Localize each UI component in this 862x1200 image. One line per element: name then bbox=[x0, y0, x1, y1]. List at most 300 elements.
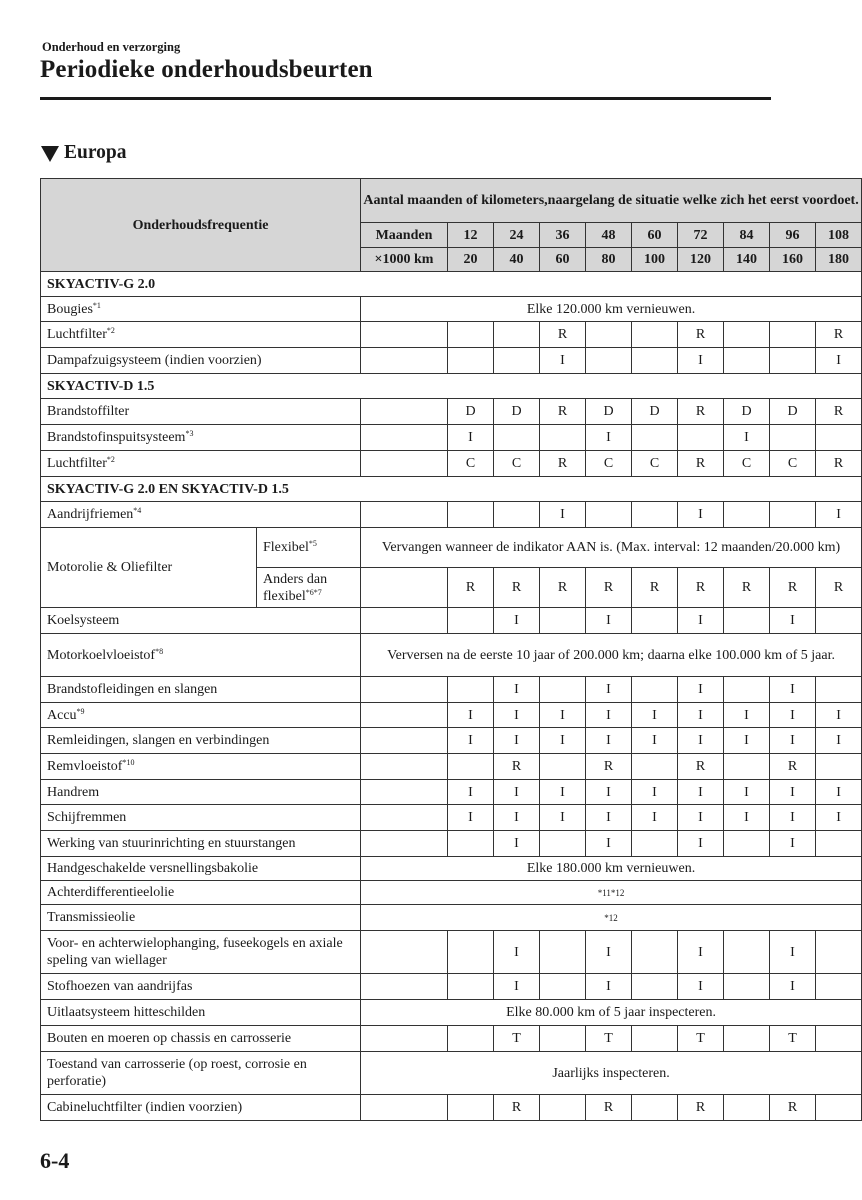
month-value: 48 bbox=[586, 223, 632, 248]
interval-cell bbox=[361, 1095, 448, 1121]
table-row bbox=[41, 528, 862, 568]
interval-cell bbox=[632, 348, 678, 374]
interval-cell bbox=[770, 322, 816, 348]
row-label bbox=[41, 677, 361, 703]
interval-cell: I bbox=[586, 703, 632, 728]
row-label bbox=[41, 805, 361, 831]
interval-note-text: Elke 80.000 km of 5 jaar inspecteren. bbox=[506, 1005, 716, 1020]
interval-cell: D bbox=[586, 399, 632, 425]
table-row bbox=[41, 857, 862, 881]
interval-cell: I bbox=[770, 780, 816, 805]
interval-note-text: Elke 120.000 km vernieuwen. bbox=[526, 301, 696, 317]
interval-cell: I bbox=[816, 728, 862, 754]
interval-cell bbox=[361, 974, 448, 1000]
interval-cell bbox=[816, 425, 862, 451]
row-label bbox=[41, 451, 361, 477]
table-row bbox=[41, 905, 862, 931]
interval-cell: R bbox=[770, 754, 816, 780]
interval-cell: I bbox=[678, 348, 724, 374]
interval-cell bbox=[586, 348, 632, 374]
interval-cell bbox=[724, 322, 770, 348]
interval-cell: R bbox=[448, 568, 494, 608]
interval-cell bbox=[678, 425, 724, 451]
table-row bbox=[41, 703, 862, 728]
interval-cell: I bbox=[494, 931, 540, 974]
interval-cell bbox=[361, 677, 448, 703]
sub-label-text: Flexibel bbox=[263, 540, 309, 555]
row-label-text: Toestand van carrosserie (op roest, corrosie en perforatie) bbox=[47, 1057, 307, 1089]
km-value: 140 bbox=[724, 248, 770, 272]
interval-cell bbox=[632, 831, 678, 857]
interval-cell: R bbox=[816, 322, 862, 348]
interval-cell bbox=[540, 425, 586, 451]
month-value: 12 bbox=[448, 223, 494, 248]
interval-cell: I bbox=[540, 703, 586, 728]
row-label-text: Brandstofleidingen en slangen bbox=[47, 682, 218, 697]
interval-cell bbox=[632, 677, 678, 703]
page-number: 6-4 bbox=[40, 1148, 70, 1173]
interval-cell: R bbox=[586, 1095, 632, 1121]
interval-cell bbox=[724, 974, 770, 1000]
interval-cell bbox=[361, 399, 448, 425]
interval-cell: C bbox=[494, 451, 540, 477]
interval-cell: I bbox=[494, 974, 540, 1000]
row-label bbox=[41, 728, 361, 754]
row-label-text: Voor- en achterwielophanging, fuseekogels en axiale speling van wiellager bbox=[47, 936, 343, 968]
interval-cell: I bbox=[586, 728, 632, 754]
interval-note bbox=[361, 634, 862, 677]
table-row bbox=[41, 805, 862, 831]
interval-cell: D bbox=[724, 399, 770, 425]
page-title: Periodieke onderhoudsbeurten bbox=[40, 56, 373, 83]
row-label bbox=[41, 634, 361, 677]
interval-note-text: *11*12 bbox=[597, 888, 625, 898]
row-label bbox=[41, 905, 361, 931]
interval-cell: I bbox=[724, 780, 770, 805]
row-label-text: Werking van stuurinrichting en stuurstangen bbox=[47, 836, 296, 851]
footnote-ref: *8 bbox=[155, 646, 164, 656]
interval-cell: I bbox=[586, 780, 632, 805]
interval-cell: R bbox=[678, 754, 724, 780]
interval-cell bbox=[361, 425, 448, 451]
interval-cell: R bbox=[632, 568, 678, 608]
interval-cell bbox=[632, 754, 678, 780]
interval-cell bbox=[448, 677, 494, 703]
interval-cell bbox=[816, 754, 862, 780]
interval-cell: I bbox=[770, 703, 816, 728]
interval-cell bbox=[448, 608, 494, 634]
interval-cell bbox=[361, 502, 448, 528]
interval-cell: D bbox=[494, 399, 540, 425]
row-label bbox=[41, 1000, 361, 1026]
interval-cell: C bbox=[770, 451, 816, 477]
row-label bbox=[41, 502, 361, 528]
month-value: 36 bbox=[540, 223, 586, 248]
table-row bbox=[41, 179, 862, 223]
row-label bbox=[41, 780, 361, 805]
interval-cell: R bbox=[586, 754, 632, 780]
interval-cell: I bbox=[586, 831, 632, 857]
interval-note bbox=[361, 857, 862, 881]
interval-cell: I bbox=[678, 502, 724, 528]
interval-cell: C bbox=[448, 451, 494, 477]
chapter-label: Onderhoud en verzorging bbox=[42, 40, 181, 54]
interval-cell bbox=[586, 502, 632, 528]
interval-cell: R bbox=[540, 451, 586, 477]
row-label-text: Achterdifferentieelolie bbox=[47, 885, 175, 900]
interval-cell: R bbox=[586, 568, 632, 608]
interval-cell: I bbox=[586, 805, 632, 831]
interval-cell: I bbox=[632, 728, 678, 754]
interval-cell bbox=[816, 831, 862, 857]
interval-cell bbox=[816, 677, 862, 703]
interval-cell bbox=[724, 754, 770, 780]
interval-cell: R bbox=[816, 399, 862, 425]
interval-cell: I bbox=[494, 608, 540, 634]
km-value: 160 bbox=[770, 248, 816, 272]
interval-cell: R bbox=[540, 568, 586, 608]
interval-cell: I bbox=[632, 780, 678, 805]
interval-cell: I bbox=[448, 425, 494, 451]
interval-cell bbox=[448, 754, 494, 780]
row-label-text: Handrem bbox=[47, 784, 100, 800]
interval-cell bbox=[361, 703, 448, 728]
table-row bbox=[41, 634, 862, 677]
months-label: Maanden bbox=[361, 223, 448, 248]
interval-cell bbox=[816, 1095, 862, 1121]
maintenance-schedule-table bbox=[40, 178, 862, 1121]
section-heading bbox=[41, 142, 127, 164]
footnote-ref: *5 bbox=[308, 539, 317, 548]
interval-cell bbox=[632, 425, 678, 451]
interval-cell: R bbox=[724, 568, 770, 608]
interval-cell bbox=[632, 1095, 678, 1121]
row-label bbox=[41, 608, 361, 634]
table-row bbox=[41, 754, 862, 780]
month-value: 24 bbox=[494, 223, 540, 248]
interval-cell: I bbox=[540, 805, 586, 831]
interval-note bbox=[361, 905, 862, 931]
row-label-text: Motorkoelvloeistof bbox=[47, 647, 156, 663]
interval-cell: I bbox=[586, 931, 632, 974]
interval-cell: I bbox=[816, 348, 862, 374]
interval-cell: I bbox=[586, 608, 632, 634]
interval-cell: I bbox=[770, 805, 816, 831]
table-row bbox=[41, 831, 862, 857]
interval-cell: I bbox=[586, 425, 632, 451]
row-label-text: Stofhoezen van aandrijfas bbox=[47, 979, 193, 994]
row-label-text: Brandstofinspuitsysteem bbox=[47, 430, 186, 445]
km-value: 100 bbox=[632, 248, 678, 272]
table-row bbox=[41, 728, 862, 754]
interval-cell bbox=[816, 931, 862, 974]
interval-cell: I bbox=[816, 502, 862, 528]
table-row bbox=[41, 974, 862, 1000]
interval-cell bbox=[724, 348, 770, 374]
footnote-ref: *6*7 bbox=[305, 587, 322, 597]
interval-cell: R bbox=[678, 399, 724, 425]
row-label-text: Schijfremmen bbox=[47, 810, 127, 825]
interval-cell: I bbox=[678, 831, 724, 857]
row-label bbox=[41, 1026, 361, 1052]
km-value: 20 bbox=[448, 248, 494, 272]
interval-cell: I bbox=[816, 780, 862, 805]
table-row bbox=[41, 425, 862, 451]
row-label-text: Uitlaatsysteem hitteschilden bbox=[47, 1005, 206, 1020]
interval-cell bbox=[816, 974, 862, 1000]
interval-cell: I bbox=[448, 780, 494, 805]
interval-cell: I bbox=[678, 608, 724, 634]
interval-note-text: Vervangen wanneer de indikator AAN is. (Max. interval: 12 maanden/20.000 km) bbox=[381, 540, 841, 555]
interval-cell bbox=[724, 1095, 770, 1121]
row-label bbox=[41, 425, 361, 451]
interval-cell: C bbox=[724, 451, 770, 477]
interval-note bbox=[361, 297, 862, 322]
km-value: 60 bbox=[540, 248, 586, 272]
interval-cell: R bbox=[770, 568, 816, 608]
interval-cell bbox=[540, 1095, 586, 1121]
table-row bbox=[41, 608, 862, 634]
interval-cell: R bbox=[816, 568, 862, 608]
row-label bbox=[41, 297, 361, 322]
interval-cell: I bbox=[586, 677, 632, 703]
interval-note-text: Jaarlijks inspecteren. bbox=[552, 1065, 670, 1081]
row-label-text: Koelsysteem bbox=[47, 613, 120, 628]
interval-cell bbox=[448, 1026, 494, 1052]
interval-cell bbox=[770, 502, 816, 528]
row-label bbox=[41, 974, 361, 1000]
row-label: Motorolie & Oliefilter bbox=[41, 528, 257, 608]
km-value: 180 bbox=[816, 248, 862, 272]
row-label-text: Transmissieolie bbox=[47, 910, 136, 925]
month-value: 84 bbox=[724, 223, 770, 248]
row-label-text: Brandstoffilter bbox=[47, 404, 130, 419]
interval-cell: R bbox=[678, 451, 724, 477]
interval-cell: I bbox=[540, 728, 586, 754]
interval-cell: I bbox=[816, 805, 862, 831]
interval-cell bbox=[361, 728, 448, 754]
footnote-ref: *1 bbox=[92, 300, 101, 310]
interval-cell: I bbox=[678, 728, 724, 754]
interval-cell: C bbox=[586, 451, 632, 477]
km-value: 80 bbox=[586, 248, 632, 272]
interval-cell bbox=[361, 1026, 448, 1052]
interval-cell: R bbox=[816, 451, 862, 477]
footnote-ref: *2 bbox=[106, 326, 115, 335]
interval-cell: I bbox=[494, 780, 540, 805]
km-value: 120 bbox=[678, 248, 724, 272]
interval-cell: I bbox=[678, 931, 724, 974]
interval-cell: C bbox=[632, 451, 678, 477]
interval-note bbox=[361, 1000, 862, 1026]
table-row bbox=[41, 1095, 862, 1121]
interval-cell bbox=[540, 1026, 586, 1052]
interval-cell bbox=[724, 1026, 770, 1052]
interval-cell: T bbox=[770, 1026, 816, 1052]
interval-cell: I bbox=[494, 703, 540, 728]
table-row bbox=[41, 780, 862, 805]
interval-cell bbox=[361, 348, 448, 374]
table-row bbox=[41, 881, 862, 905]
interval-cell bbox=[770, 425, 816, 451]
interval-note-text: Verversen na de eerste 10 jaar of 200.000 km; daarna elke 100.000 km of 5 jaar. bbox=[387, 647, 835, 663]
interval-cell: I bbox=[770, 728, 816, 754]
interval-cell bbox=[361, 322, 448, 348]
interval-cell bbox=[361, 780, 448, 805]
interval-cell: I bbox=[724, 728, 770, 754]
interval-cell bbox=[632, 1026, 678, 1052]
row-label bbox=[41, 857, 361, 881]
interval-cell: R bbox=[494, 754, 540, 780]
interval-cell bbox=[816, 1026, 862, 1052]
interval-cell bbox=[632, 931, 678, 974]
interval-cell bbox=[361, 568, 448, 608]
sub-label bbox=[257, 528, 361, 568]
interval-cell: D bbox=[448, 399, 494, 425]
interval-note bbox=[361, 881, 862, 905]
interval-cell bbox=[540, 608, 586, 634]
interval-cell: I bbox=[678, 974, 724, 1000]
interval-cell: I bbox=[448, 703, 494, 728]
interval-cell: R bbox=[494, 1095, 540, 1121]
interval-cell: D bbox=[632, 399, 678, 425]
row-label-text: Bougies bbox=[47, 301, 93, 317]
table-row bbox=[41, 931, 862, 974]
interval-cell: I bbox=[540, 780, 586, 805]
table-row bbox=[41, 399, 862, 425]
interval-cell bbox=[448, 322, 494, 348]
table-row bbox=[41, 451, 862, 477]
row-label-text: Luchtfilter bbox=[47, 327, 107, 342]
interval-cell: I bbox=[770, 677, 816, 703]
interval-cell: I bbox=[448, 805, 494, 831]
interval-cell: I bbox=[678, 780, 724, 805]
interval-cell: I bbox=[494, 728, 540, 754]
interval-cell bbox=[632, 322, 678, 348]
engine-group-heading: SKYACTIV-D 1.5 bbox=[41, 374, 862, 399]
interval-cell: I bbox=[678, 703, 724, 728]
interval-cell: R bbox=[494, 568, 540, 608]
interval-cell bbox=[540, 677, 586, 703]
interval-cell: I bbox=[494, 677, 540, 703]
interval-cell: I bbox=[770, 931, 816, 974]
table-row bbox=[41, 272, 862, 297]
interval-cell: I bbox=[724, 703, 770, 728]
table-row bbox=[41, 677, 862, 703]
header-divider bbox=[40, 97, 771, 100]
row-label bbox=[41, 1052, 361, 1095]
interval-cell: I bbox=[448, 728, 494, 754]
footnote-ref: *2 bbox=[106, 455, 115, 464]
interval-cell bbox=[632, 502, 678, 528]
interval-cell: T bbox=[494, 1026, 540, 1052]
table-row bbox=[41, 1000, 862, 1026]
row-label bbox=[41, 831, 361, 857]
row-label-text: Luchtfilter bbox=[47, 456, 107, 471]
interval-cell: R bbox=[540, 399, 586, 425]
row-label bbox=[41, 703, 361, 728]
row-label bbox=[41, 399, 361, 425]
frequency-header: Onderhoudsfrequentie bbox=[41, 179, 361, 272]
table-row bbox=[41, 1052, 862, 1095]
interval-cell: R bbox=[540, 322, 586, 348]
intervals-header: Aantal maanden of kilometers,naargelang de situatie welke zich het eerst voordoet. bbox=[361, 179, 862, 223]
interval-cell bbox=[361, 805, 448, 831]
interval-cell: I bbox=[540, 502, 586, 528]
interval-cell: I bbox=[494, 805, 540, 831]
interval-cell bbox=[361, 831, 448, 857]
row-label-text: Remleidingen, slangen en verbindingen bbox=[47, 733, 270, 748]
interval-cell: R bbox=[678, 568, 724, 608]
table-row bbox=[41, 322, 862, 348]
row-label-text: Aandrijfriemen bbox=[47, 507, 134, 522]
interval-cell: R bbox=[770, 1095, 816, 1121]
triangle-down-icon bbox=[41, 146, 59, 162]
km-value: 40 bbox=[494, 248, 540, 272]
row-label bbox=[41, 322, 361, 348]
interval-cell bbox=[724, 608, 770, 634]
interval-cell: I bbox=[586, 974, 632, 1000]
interval-cell: I bbox=[632, 703, 678, 728]
row-label bbox=[41, 348, 361, 374]
interval-cell bbox=[724, 677, 770, 703]
row-label bbox=[41, 1095, 361, 1121]
interval-cell bbox=[540, 831, 586, 857]
interval-cell: I bbox=[678, 677, 724, 703]
interval-cell bbox=[632, 608, 678, 634]
interval-note-text: *12 bbox=[604, 913, 618, 923]
interval-cell: I bbox=[770, 831, 816, 857]
table-row bbox=[41, 477, 862, 502]
interval-cell bbox=[448, 502, 494, 528]
interval-cell bbox=[361, 451, 448, 477]
table-row bbox=[41, 1026, 862, 1052]
interval-cell bbox=[816, 608, 862, 634]
row-label-text: Accu bbox=[47, 707, 77, 723]
footnote-ref: *4 bbox=[133, 506, 142, 515]
interval-cell: D bbox=[770, 399, 816, 425]
interval-cell bbox=[540, 931, 586, 974]
footnote-ref: *9 bbox=[76, 706, 85, 716]
interval-cell bbox=[586, 322, 632, 348]
interval-cell: I bbox=[540, 348, 586, 374]
interval-cell: I bbox=[770, 974, 816, 1000]
footnote-ref: *3 bbox=[185, 429, 194, 438]
row-label bbox=[41, 881, 361, 905]
row-label bbox=[41, 931, 361, 974]
interval-cell: I bbox=[816, 703, 862, 728]
interval-cell bbox=[361, 754, 448, 780]
month-value: 60 bbox=[632, 223, 678, 248]
interval-cell bbox=[448, 831, 494, 857]
interval-cell: I bbox=[678, 805, 724, 831]
interval-cell bbox=[494, 348, 540, 374]
interval-cell bbox=[448, 931, 494, 974]
month-value: 96 bbox=[770, 223, 816, 248]
interval-cell bbox=[540, 754, 586, 780]
month-value: 108 bbox=[816, 223, 862, 248]
interval-cell bbox=[448, 974, 494, 1000]
interval-cell: I bbox=[632, 805, 678, 831]
interval-cell: I bbox=[724, 805, 770, 831]
interval-note bbox=[361, 528, 862, 568]
interval-cell: I bbox=[724, 425, 770, 451]
interval-note bbox=[361, 1052, 862, 1095]
interval-note-text: Elke 180.000 km vernieuwen. bbox=[526, 861, 696, 876]
row-label-text: Dampafzuigsysteem (indien voorzien) bbox=[47, 353, 262, 368]
interval-cell bbox=[540, 974, 586, 1000]
km-label: ×1000 km bbox=[361, 248, 448, 272]
